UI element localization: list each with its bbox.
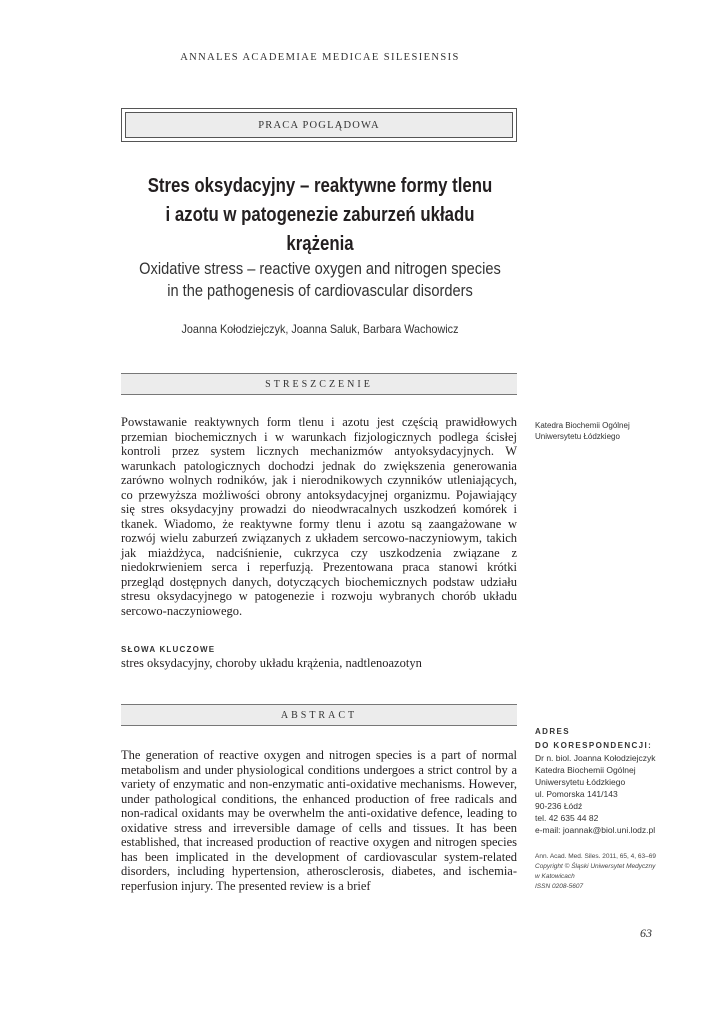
streszczenie-text: Powstawanie reaktywnych form tlenu i azotu jest częścią prawidłowych przemian biochemicznych i w warunkach fizjologicznych podlega ścisłej kontroli przez system licznych mechanizmów antyoksydacyjnych. W warunkach patologicznych dochodzi jednak do zwiększenia generowania zarówno wolnych rodników, jak i nierodnikowych czynników utleniających, co przewyższa możliwości obrony antoksydacyjnej organizmu. Pojawiający się stres oksydacyjny prowadzi do nieodwracalnych uszkodzeń komórek i tkanek. Wiadomo, że reaktywne formy tlenu i azotu są zaangażowane w rozwój wielu zaburzeń związanych z układem sercowo-naczyniowym, takich jak miażdżyca, nadciśnienie, cukrzyca czy uszkodzenia związane z niedokrwieniem serca i reperfuzją. Prezentowana praca stanowi krótki przegląd dostępnych danych, dotyczących biochemicznych podstaw udziału stresu oksydacyjnego w patogenezie i rozwoju wybranych chorób układu sercowo-naczyniowego. (121, 415, 517, 618)
email-address[interactable]: e-mail: joannak@biol.uni.lodz.pl (535, 825, 656, 835)
correspondence-label-line-1: ADRES (535, 727, 571, 736)
keywords-text: stres oksydacyjny, choroby układu krążenia, nadtlenoazotyn (121, 656, 422, 670)
citation-line-3: w Katowicach (535, 873, 575, 880)
polish-title-line-1: Stres oksydacyjny – reaktywne formy tlenu (147, 175, 493, 197)
english-title-line-2: in the pathogenesis of cardiovascular disorders (167, 281, 473, 300)
address-line: ul. Pomorska 141/143 (535, 789, 618, 799)
streszczenie-heading: STRESZCZENIE (121, 373, 517, 395)
address-line: Katedra Biochemii Ogólnej (535, 765, 636, 775)
abstract-heading: ABSTRACT (121, 704, 517, 726)
abstract-text: The generation of reactive oxygen and nitrogen species is a part of normal metabolism and under physiological conditions undergoes a strict control by a variety of enzymatic and non-enzymatic anti-oxidative mechanisms. However, under pathological conditions, the enhanced production of free radicals and non-radical oxidants may be overwhelm the anti-oxidative defence, leading to oxidative stress and irreversible damage of cells and tissues. It has been established, that increased production of reactive oxygen and nitrogen species has been implicated in the development of cardiovascular system-related disorders, including hypertension, atherosclerosis, diabetes, and ischemia-reperfusion injury. The presented review is a brief (121, 748, 517, 893)
citation-line-2: Copyright © Śląski Uniwersytet Medyczny (535, 863, 656, 870)
citation-line-4: ISSN 0208-5607 (535, 883, 584, 890)
polish-title (135, 172, 505, 259)
article-type-label: PRACA POGLĄDOWA (125, 112, 513, 138)
correspondence-address (535, 752, 685, 836)
citation-line-1: Ann. Acad. Med. Siles. 2011, 65, 4, 63–69 (535, 853, 656, 860)
english-title (114, 258, 527, 302)
authors: Joanna Kołodziejczyk, Joanna Saluk, Barbara Wachowicz (181, 322, 459, 336)
affiliation-line-1: Katedra Biochemii Ogólnej (535, 421, 630, 430)
journal-title: ANNALES ACADEMIAE MEDICAE SILESIENSIS (180, 52, 460, 63)
correspondence-label (535, 725, 685, 753)
address-line: Dr n. biol. Joanna Kołodziejczyk (535, 753, 656, 763)
address-line: tel. 42 635 44 82 (535, 813, 599, 823)
page-number: 63 (640, 926, 652, 940)
affiliation-line-2: Uniwersytetu Łódzkiego (535, 432, 620, 441)
article-type-box (121, 108, 517, 142)
affiliation (535, 420, 685, 442)
address-line: Uniwersytetu Łódzkiego (535, 777, 626, 787)
polish-title-line-2: i azotu w patogenezie zaburzeń układu krążenia (165, 204, 475, 255)
correspondence-label-line-2: DO KORESPONDENCJI: (535, 741, 653, 750)
address-line: 90-236 Łódź (535, 801, 583, 811)
english-title-line-1: Oxidative stress – reactive oxygen and nitrogen species (139, 259, 501, 278)
citation (535, 852, 685, 892)
keywords-label: SŁOWA KLUCZOWE (121, 645, 216, 654)
